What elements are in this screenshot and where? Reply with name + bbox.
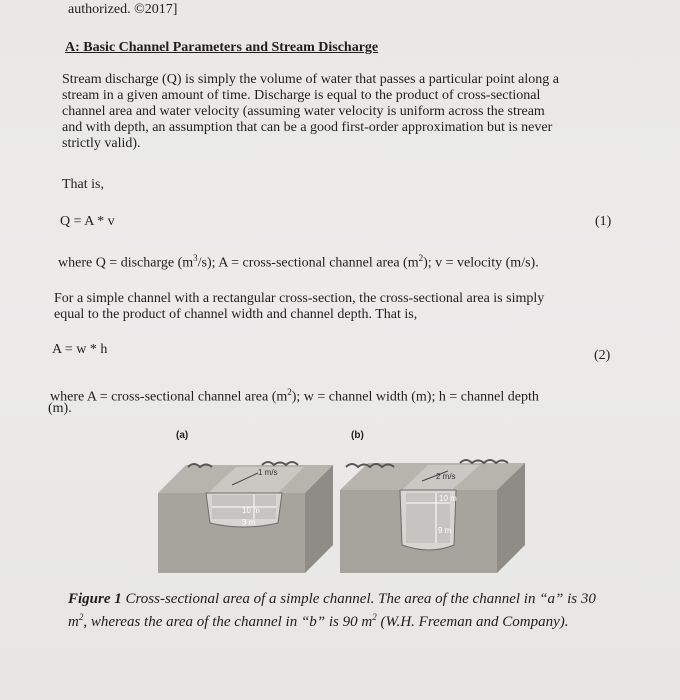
equation-1-number: (1)	[595, 214, 612, 229]
figure-a-depth-label: 3 m	[242, 518, 256, 527]
equation-2-number: (2)	[594, 348, 611, 363]
superscript: 2	[418, 253, 424, 263]
paragraph-1-line: and with depth, an assumption that can be a good first-order approximation but is never	[62, 120, 553, 135]
where-2-line-2: (m).	[48, 401, 72, 416]
caption-text: (W.H. Freeman and Company).	[376, 614, 569, 630]
that-is-text: That is,	[62, 177, 104, 192]
figure-caption-line-1	[68, 591, 596, 608]
equation-2: A = w * h	[52, 342, 108, 357]
paragraph-2-line: For a simple channel with a rectangular cross-section, the cross-sectional area is simply	[54, 291, 545, 306]
where-2	[50, 384, 539, 406]
where-1	[58, 250, 539, 272]
figure-caption-line-2	[68, 609, 569, 631]
figure-b-svg	[340, 455, 525, 575]
superscript: 3	[193, 253, 198, 263]
figure-b-depth-label: 9 m	[438, 526, 452, 535]
section-heading: A: Basic Channel Parameters and Stream Discharge	[65, 40, 379, 55]
caption-text: m	[68, 614, 79, 630]
figure-label-b: (b)	[351, 430, 364, 441]
superscript: 2	[287, 387, 292, 397]
figure-a-velocity-label: 1 m/s	[258, 468, 278, 477]
figure-b-velocity-label: 2 m/s	[436, 472, 456, 481]
figure-number: Figure 1	[68, 591, 122, 607]
where-1-part: where Q = discharge (m	[58, 255, 194, 271]
where-2-part: ); w = channel width (m); h = channel depth	[291, 389, 539, 405]
figure-b-width-label: 10 m	[439, 494, 457, 503]
vegetation	[460, 460, 508, 463]
paragraph-1-line: Stream discharge (Q) is simply the volume of water that passes a particular point along a	[62, 72, 559, 87]
figure-label-a: (a)	[176, 430, 189, 441]
paragraph-1-line: channel area and water velocity (assuming water velocity is uniform across the stream	[62, 104, 545, 119]
vegetation	[262, 462, 298, 465]
figure-a-svg	[158, 455, 333, 575]
where-1-part: ); v = velocity (m/s).	[423, 255, 539, 271]
superscript: 2	[78, 612, 84, 622]
where-1-part: /s); A = cross-sectional channel area (m	[197, 255, 419, 271]
figure-b-block-diagram	[340, 455, 525, 575]
equation-1: Q = A * v	[60, 214, 115, 229]
paragraph-1-line: strictly valid).	[62, 136, 141, 151]
superscript: 2	[372, 612, 377, 622]
caption-text: Cross-sectional area of a simple channel. The area of the channel in “a” is 30	[121, 591, 596, 607]
paragraph-1-line: stream in a given amount of time. Discharge is equal to the product of cross-sectional	[62, 88, 541, 103]
figure-a-block-diagram	[158, 455, 333, 575]
where-2-part: where A = cross-sectional channel area (m	[50, 389, 288, 405]
paragraph-2-line: equal to the product of channel width and channel depth. That is,	[54, 307, 418, 322]
caption-text: , whereas the area of the channel in “b” is 90 m	[83, 614, 373, 630]
header-fragment: authorized. ©2017]	[68, 2, 178, 17]
figure-a-width-label: 10 m	[242, 506, 260, 515]
